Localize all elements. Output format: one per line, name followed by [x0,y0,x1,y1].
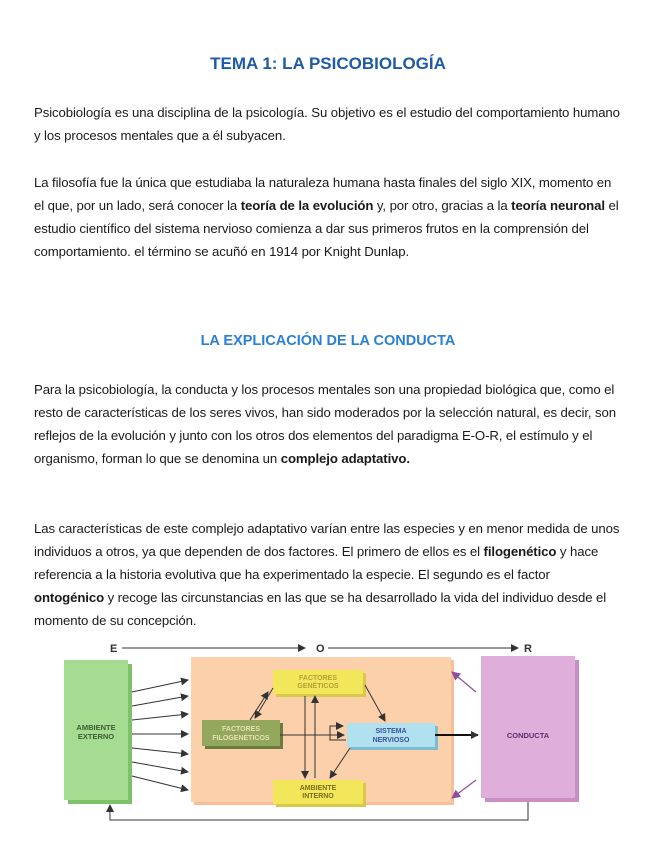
factores-geneticos-label-2: GENÉTICOS [297,683,339,690]
factores-geneticos-box [273,670,363,694]
p2-text-d: el estudio científico del sistema nervioso comienza a dar sus primeros frutos en la comprensión del comportamiento. el término se acuñó en 1914 por Knight Dunlap. [34,198,619,259]
factores-filogeneticos-box [202,720,280,746]
p2-text-a: La filosofía fue la única que estudiaba la naturaleza humana hasta finales del siglo XIX, momento en el que, por un lado, será conocer la [34,175,612,213]
intro-paragraph-2 [34,171,622,263]
intro-paragraph-1 [34,101,622,147]
label-r: R [524,643,532,655]
p4-text-a: Las características de este complejo adaptativo varían entre las especies y en menor medida de unos individuos a otros, ya que dependen de dos factores. El primero de ellos es el [34,521,620,559]
feedback-arrow-bottom [452,780,476,798]
conducta-box [481,656,575,798]
p2-bold-evolucion: teoría de la evolución [240,198,374,213]
conducta-label: CONDUCTA [506,731,550,740]
eor-diagram-svg [60,640,590,830]
factores-filogeneticos-label-1: FACTORES [222,726,260,733]
factores-filogeneticos-label-2: FILOGENÉTICOS [212,735,270,742]
p4-bold-ontogenico: ontogénico [34,590,105,605]
p1-text: Psicobiología es una disciplina de la psicología. Su objetivo es el estudio del comportamiento humano y los procesos mentales que a él subyacen. [34,105,620,143]
factores-geneticos-label-1: FACTORES [299,675,337,682]
p2-bold-neuronal: teoría neuronal [511,198,605,213]
p3-bold-complejo: complejo adaptativo. [280,451,410,466]
ambiente-interno-label-1: AMBIENTE [299,785,337,792]
label-o: O [316,643,325,655]
ambiente-externo-label-2: EXTERNO [77,732,115,741]
section-paragraph-1 [34,378,622,470]
p4-text-d: y recoge las circunstancias en las que se ha desarrollado la vida del individuo desde el momento de su concepción. [34,590,607,628]
p4-bold-filogenetico: filogenético [483,544,557,559]
label-e: E [110,643,118,655]
ambiente-externo-label-1: AMBIENTE [76,723,116,732]
sistema-nervioso-label-1: SISTEMA [375,728,407,735]
feedback-arrow-top [452,672,476,692]
section-heading: LA EXPLICACIÓN DE LA CONDUCTA [200,333,456,349]
p4-text-c: y hace referencia a la historia evolutiva que ha experimentado la especie. El segundo es el factor [34,544,599,582]
eor-diagram [60,640,590,830]
section-paragraph-2 [34,517,622,632]
p3-text-a: Para la psicobiología, la conducta y los procesos mentales son una propiedad biológica que, como el resto de características de los seres vivos, han sido moderados por la selección natural, es decir, son reflejos de la evolución y junto con los otros dos elementos del paradigma E-O-R, el estímulo y el organismo, forman lo que se denomina un [34,382,616,466]
page-title: TEMA 1: LA PSICOBIOLOGÍA [210,54,446,73]
ambiente-interno-box [273,780,363,804]
sistema-nervioso-label-2: NERVIOSO [372,737,410,744]
p2-text-c: y, por otro, gracias a la [373,198,512,213]
input-arrows [132,680,188,790]
ambiente-interno-label-2: INTERNO [302,793,334,800]
